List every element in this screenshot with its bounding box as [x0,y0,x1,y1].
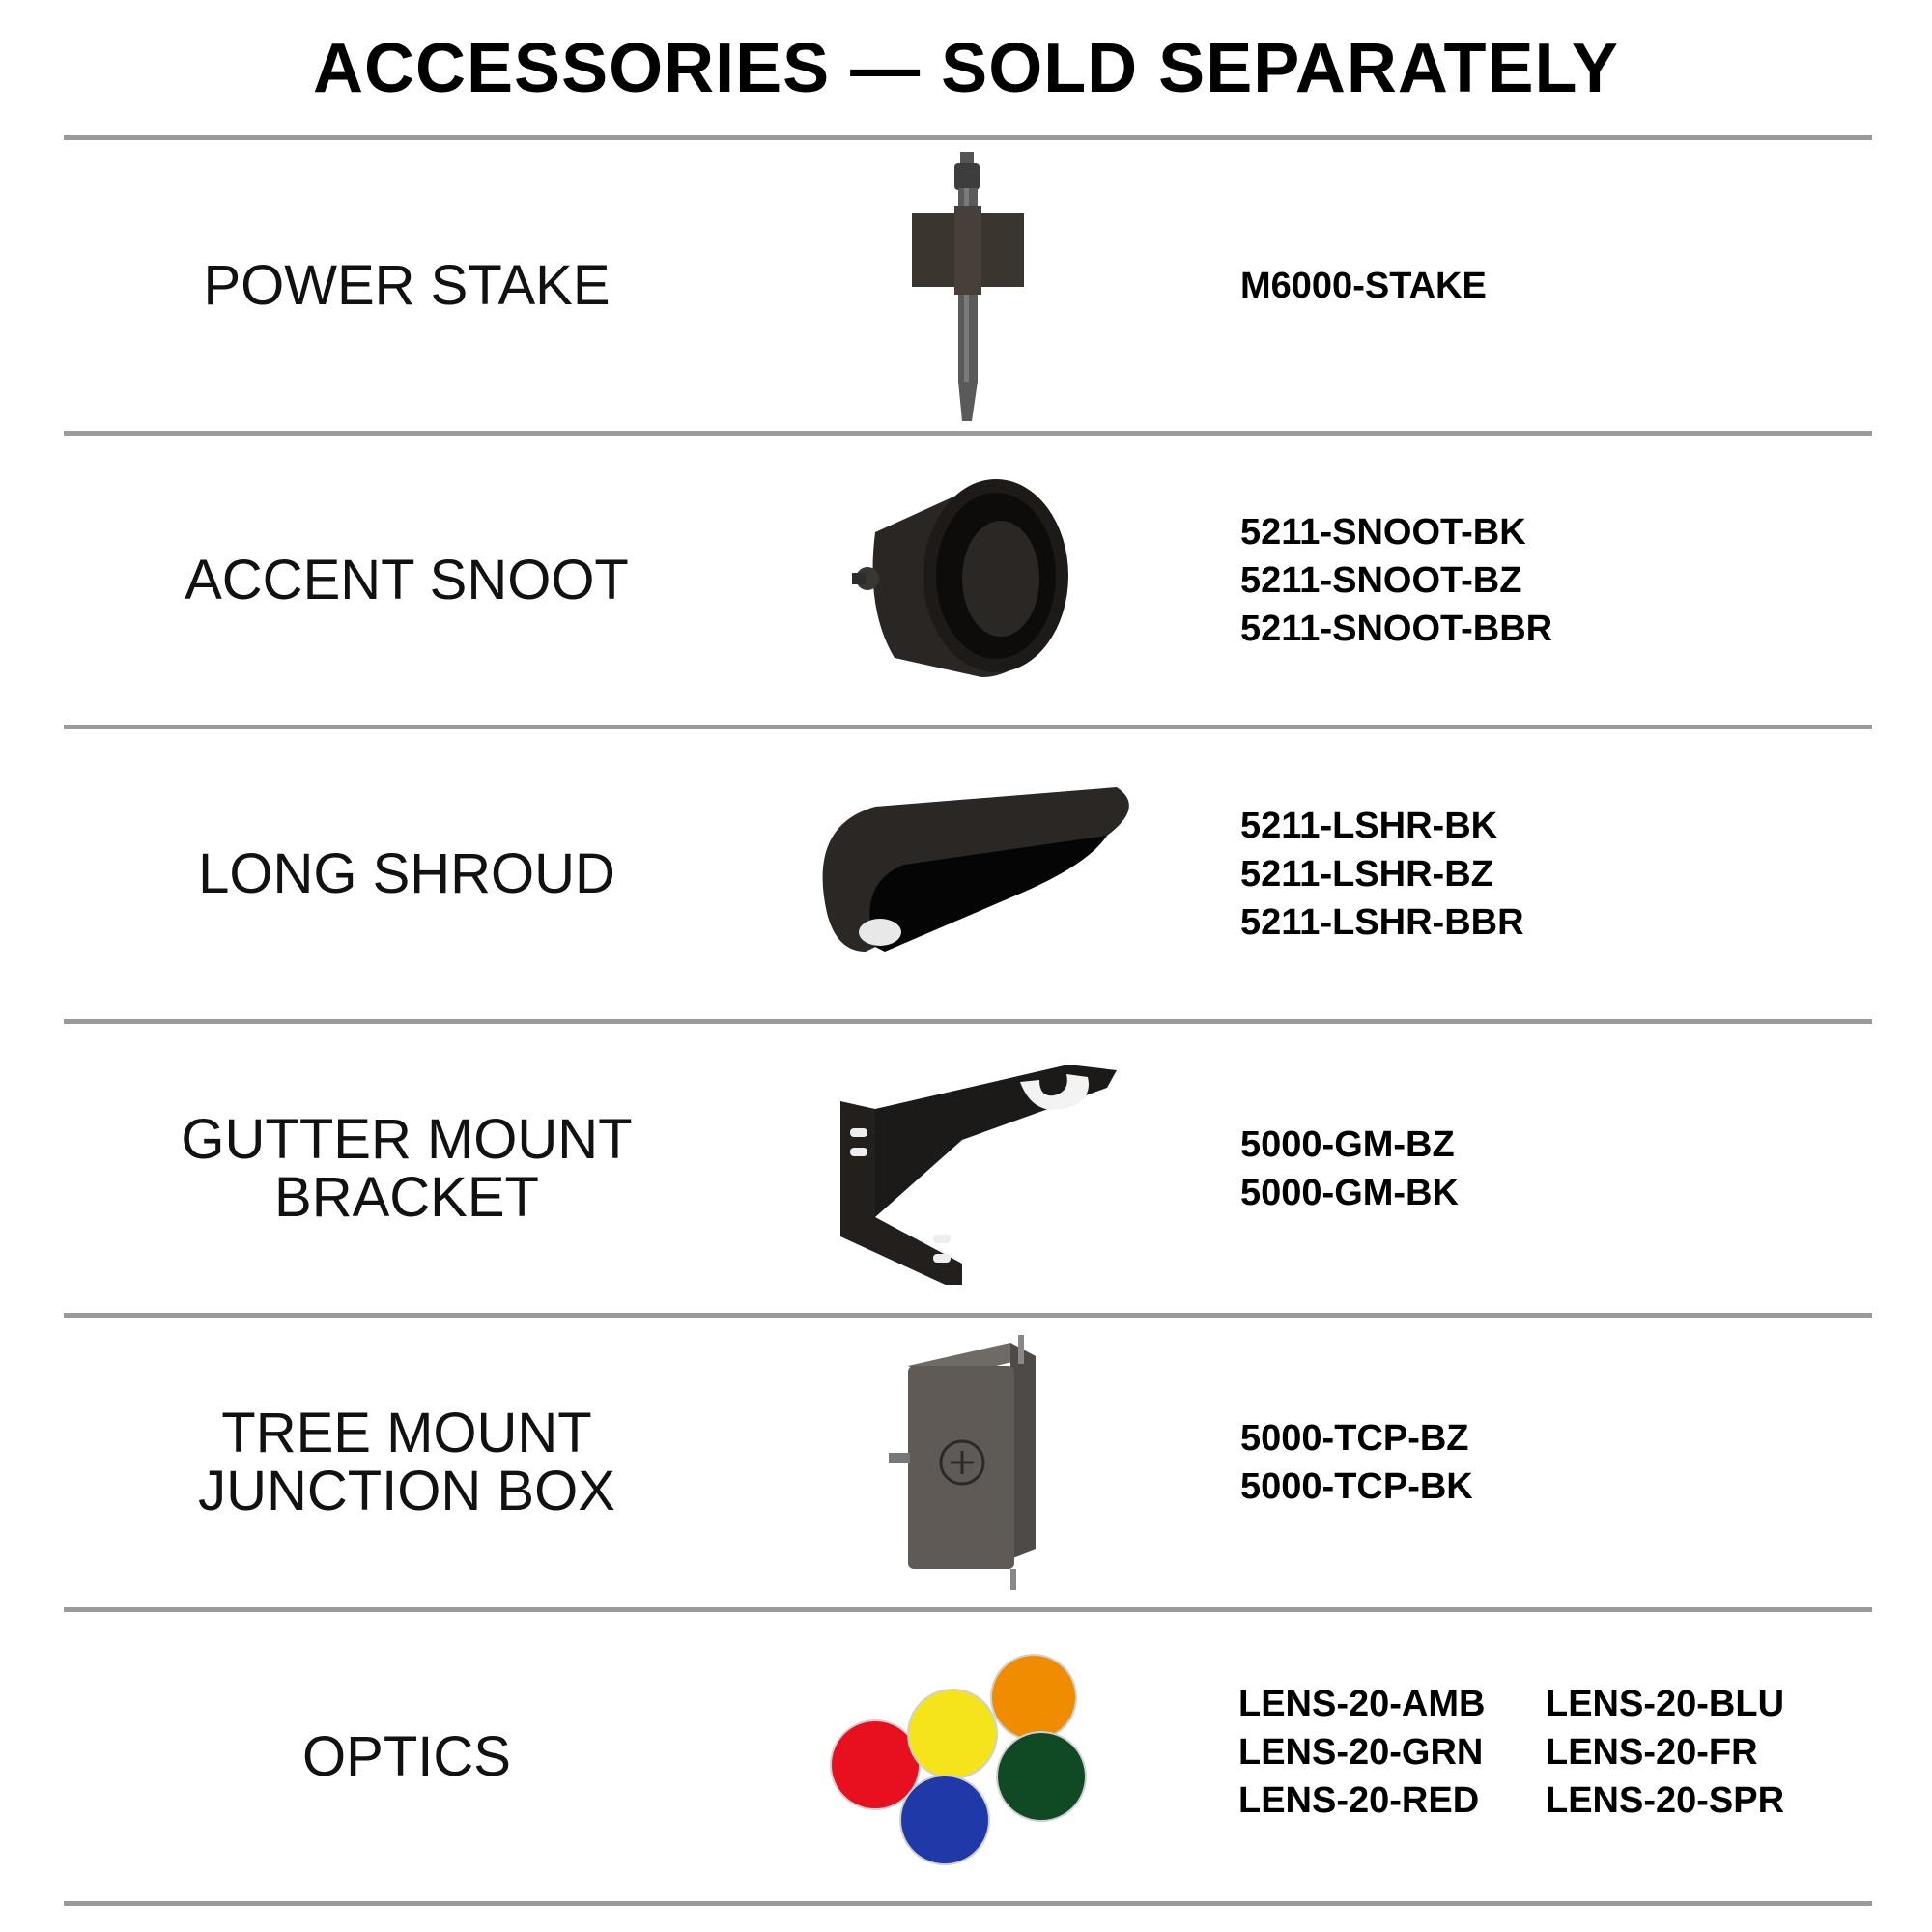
part-number: LENS-20-RED [1238,1780,1480,1821]
power-stake-image [750,140,1194,431]
lens-yellow-icon [908,1690,997,1778]
part-number: LENS-20-BLU [1546,1684,1785,1724]
part-number: 5211-SNOOT-BZ [1240,559,1522,601]
lens-blue-icon [900,1776,989,1864]
accessory-row-accent-snoot [64,436,1872,724]
part-numbers [1240,1024,1459,1313]
part-numbers [1240,1318,1473,1607]
accessory-name [64,1318,750,1607]
part-number: 5000-TCP-BK [1240,1466,1473,1507]
part-numbers [1240,436,1552,724]
part-number: 5211-LSHR-BK [1240,806,1498,846]
accent-snoot-image [750,436,1194,724]
part-numbers [1240,729,1524,1019]
part-numbers [1240,140,1487,431]
part-number: 5000-TCP-BZ [1240,1418,1469,1459]
divider [64,1901,1872,1906]
lens-amber-icon [991,1655,1076,1740]
lens-green-icon [997,1732,1086,1821]
junction-box-icon [866,1327,1078,1598]
accessory-name [64,1612,750,1901]
part-number: 5000-GM-BK [1240,1172,1459,1213]
part-number: 5211-SNOOT-BBR [1240,608,1553,649]
gutter-bracket-icon [817,1053,1126,1285]
accessory-name-line: GUTTER MOUNT [181,1107,633,1171]
accessory-name-line: POWER STAKE [203,253,611,317]
part-number: 5211-LSHR-BZ [1240,854,1493,895]
accessory-name [64,436,750,724]
accessory-name [64,1024,750,1313]
accessory-name-line: ACCENT SNOOT [185,548,629,611]
accessory-row-long-shroud [64,729,1872,1019]
accessory-name-line: LONG SHROUD [198,842,615,905]
part-number: 5211-SNOOT-BK [1240,511,1526,553]
accessory-name-line: JUNCTION BOX [198,1460,615,1522]
accessory-name-line: OPTICS [302,1724,511,1788]
accessory-row-power-stake [64,140,1872,431]
accent-snoot-icon [837,465,1107,696]
accessory-row-gutter-mount-bracket [64,1024,1872,1313]
accessory-name-line: BRACKET [274,1165,539,1229]
part-number: M6000-STAKE [1240,265,1487,306]
gutter-bracket-image [750,1024,1194,1313]
part-number: LENS-20-SPR [1546,1780,1785,1821]
part-number: 5000-GM-BZ [1240,1123,1455,1165]
accessory-row-tree-mount-junction-box [64,1318,1872,1607]
accessory-name [64,140,750,431]
accessory-row-optics [64,1612,1872,1901]
junction-box-image [750,1318,1194,1607]
color-lenses-icon [827,1641,1117,1873]
part-number: LENS-20-GRN [1238,1732,1484,1773]
part-number: 5211-LSHR-BBR [1240,902,1524,943]
color-lenses-image [750,1612,1194,1901]
long-shroud-icon [798,768,1146,980]
long-shroud-image [750,729,1194,1019]
page-title: ACCESSORIES — SOLD SEPARATELY [313,30,1619,107]
power-stake-icon [875,146,1068,426]
accessory-name [64,729,750,1019]
accessory-name-line: TREE MOUNT [221,1402,592,1464]
part-number: LENS-20-FR [1546,1732,1758,1773]
part-numbers [1238,1680,1855,1825]
part-number: LENS-20-AMB [1238,1684,1486,1724]
